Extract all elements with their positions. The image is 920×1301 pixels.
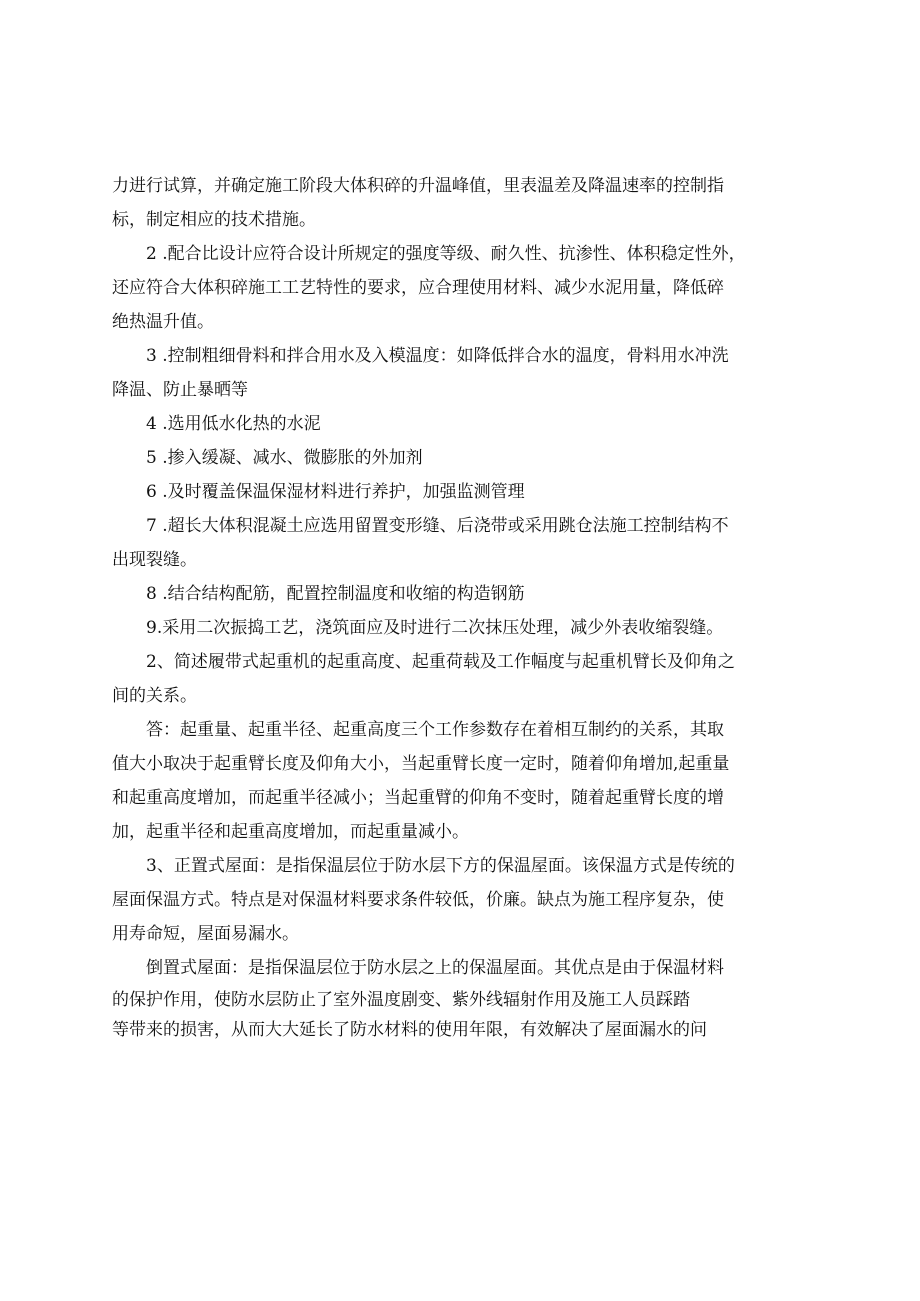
paragraph-line: 3 .控制粗细骨料和拌合用水及入模温度：如降低拌合水的温度，骨料用水冲洗	[146, 346, 729, 366]
paragraph-line: 答：起重量、起重半径、起重高度三个工作参数存在着相互制约的关系，其取	[146, 720, 724, 740]
paragraph-line: 的保护作用，使防水层防止了室外温度剧变、紫外线辐射作用及施工人员踩踏	[112, 990, 690, 1010]
paragraph-line: 9.采用二次振捣工艺，浇筑面应及时进行二次抹压处理，减少外表收缩裂缝。	[146, 618, 724, 638]
paragraph-line: 降温、防止暴晒等	[112, 380, 248, 400]
paragraph-line: 标，制定相应的技术措施。	[112, 210, 316, 230]
paragraph-line: 出现裂缝。	[112, 550, 197, 570]
paragraph-line: 屋面保温方式。特点是对保温材料要求条件较低，价廉。缺点为施工程序复杂，使	[112, 890, 724, 910]
paragraph-line: 8 .结合结构配筋，配置控制温度和收缩的构造钢筋	[146, 584, 525, 604]
paragraph-line: 3、正置式屋面：是指保温层位于防水层下方的保温屋面。该保温方式是传统的	[146, 856, 735, 876]
paragraph-line: 倒置式屋面：是指保温层位于防水层之上的保温屋面。其优点是由于保温材料	[146, 958, 724, 978]
paragraph-line: 和起重高度增加，而起重半径减小；当起重臂的仰角不变时，随着起重臂长度的增	[112, 788, 724, 808]
paragraph-line: 7 .超长大体积混凝土应选用留置变形缝、后浇带或采用跳仓法施工控制结构不	[146, 516, 729, 536]
paragraph-line: 4 .选用低水化热的水泥	[146, 414, 321, 434]
paragraph-line: 5 .掺入缓凝、减水、微膨胀的外加剂	[146, 448, 423, 468]
paragraph-line: 值大小取决于起重臂长度及仰角大小，当起重臂长度一定时，随着仰角增加,起重量	[112, 754, 730, 774]
paragraph-line: 还应符合大体积碎施工工艺特性的要求，应合理使用材料、减少水泥用量，降低碎	[112, 278, 724, 298]
paragraph-line: 2、简述履带式起重机的起重高度、起重荷载及工作幅度与起重机臂长及仰角之	[146, 652, 735, 672]
paragraph-line: 等带来的损害，从而大大延长了防水材料的使用年限，有效解决了屋面漏水的问	[112, 1020, 707, 1040]
paragraph-line: 加，起重半径和起重高度增加，而起重量减小。	[112, 822, 469, 842]
paragraph-line: 2 .配合比设计应符合设计所规定的强度等级、耐久性、抗渗性、体积稳定性外，	[146, 244, 746, 264]
document-body	[112, 169, 792, 1045]
paragraph-line: 用寿命短，屋面易漏水。	[112, 924, 299, 944]
paragraph-line: 间的关系。	[112, 686, 197, 706]
paragraph-line: 6 .及时覆盖保温保湿材料进行养护，加强监测管理	[146, 482, 525, 502]
paragraph-line: 力进行试算，并确定施工阶段大体积碎的升温峰值，里表温差及降温速率的控制指	[112, 176, 724, 196]
paragraph-line: 绝热温升值。	[112, 312, 214, 332]
